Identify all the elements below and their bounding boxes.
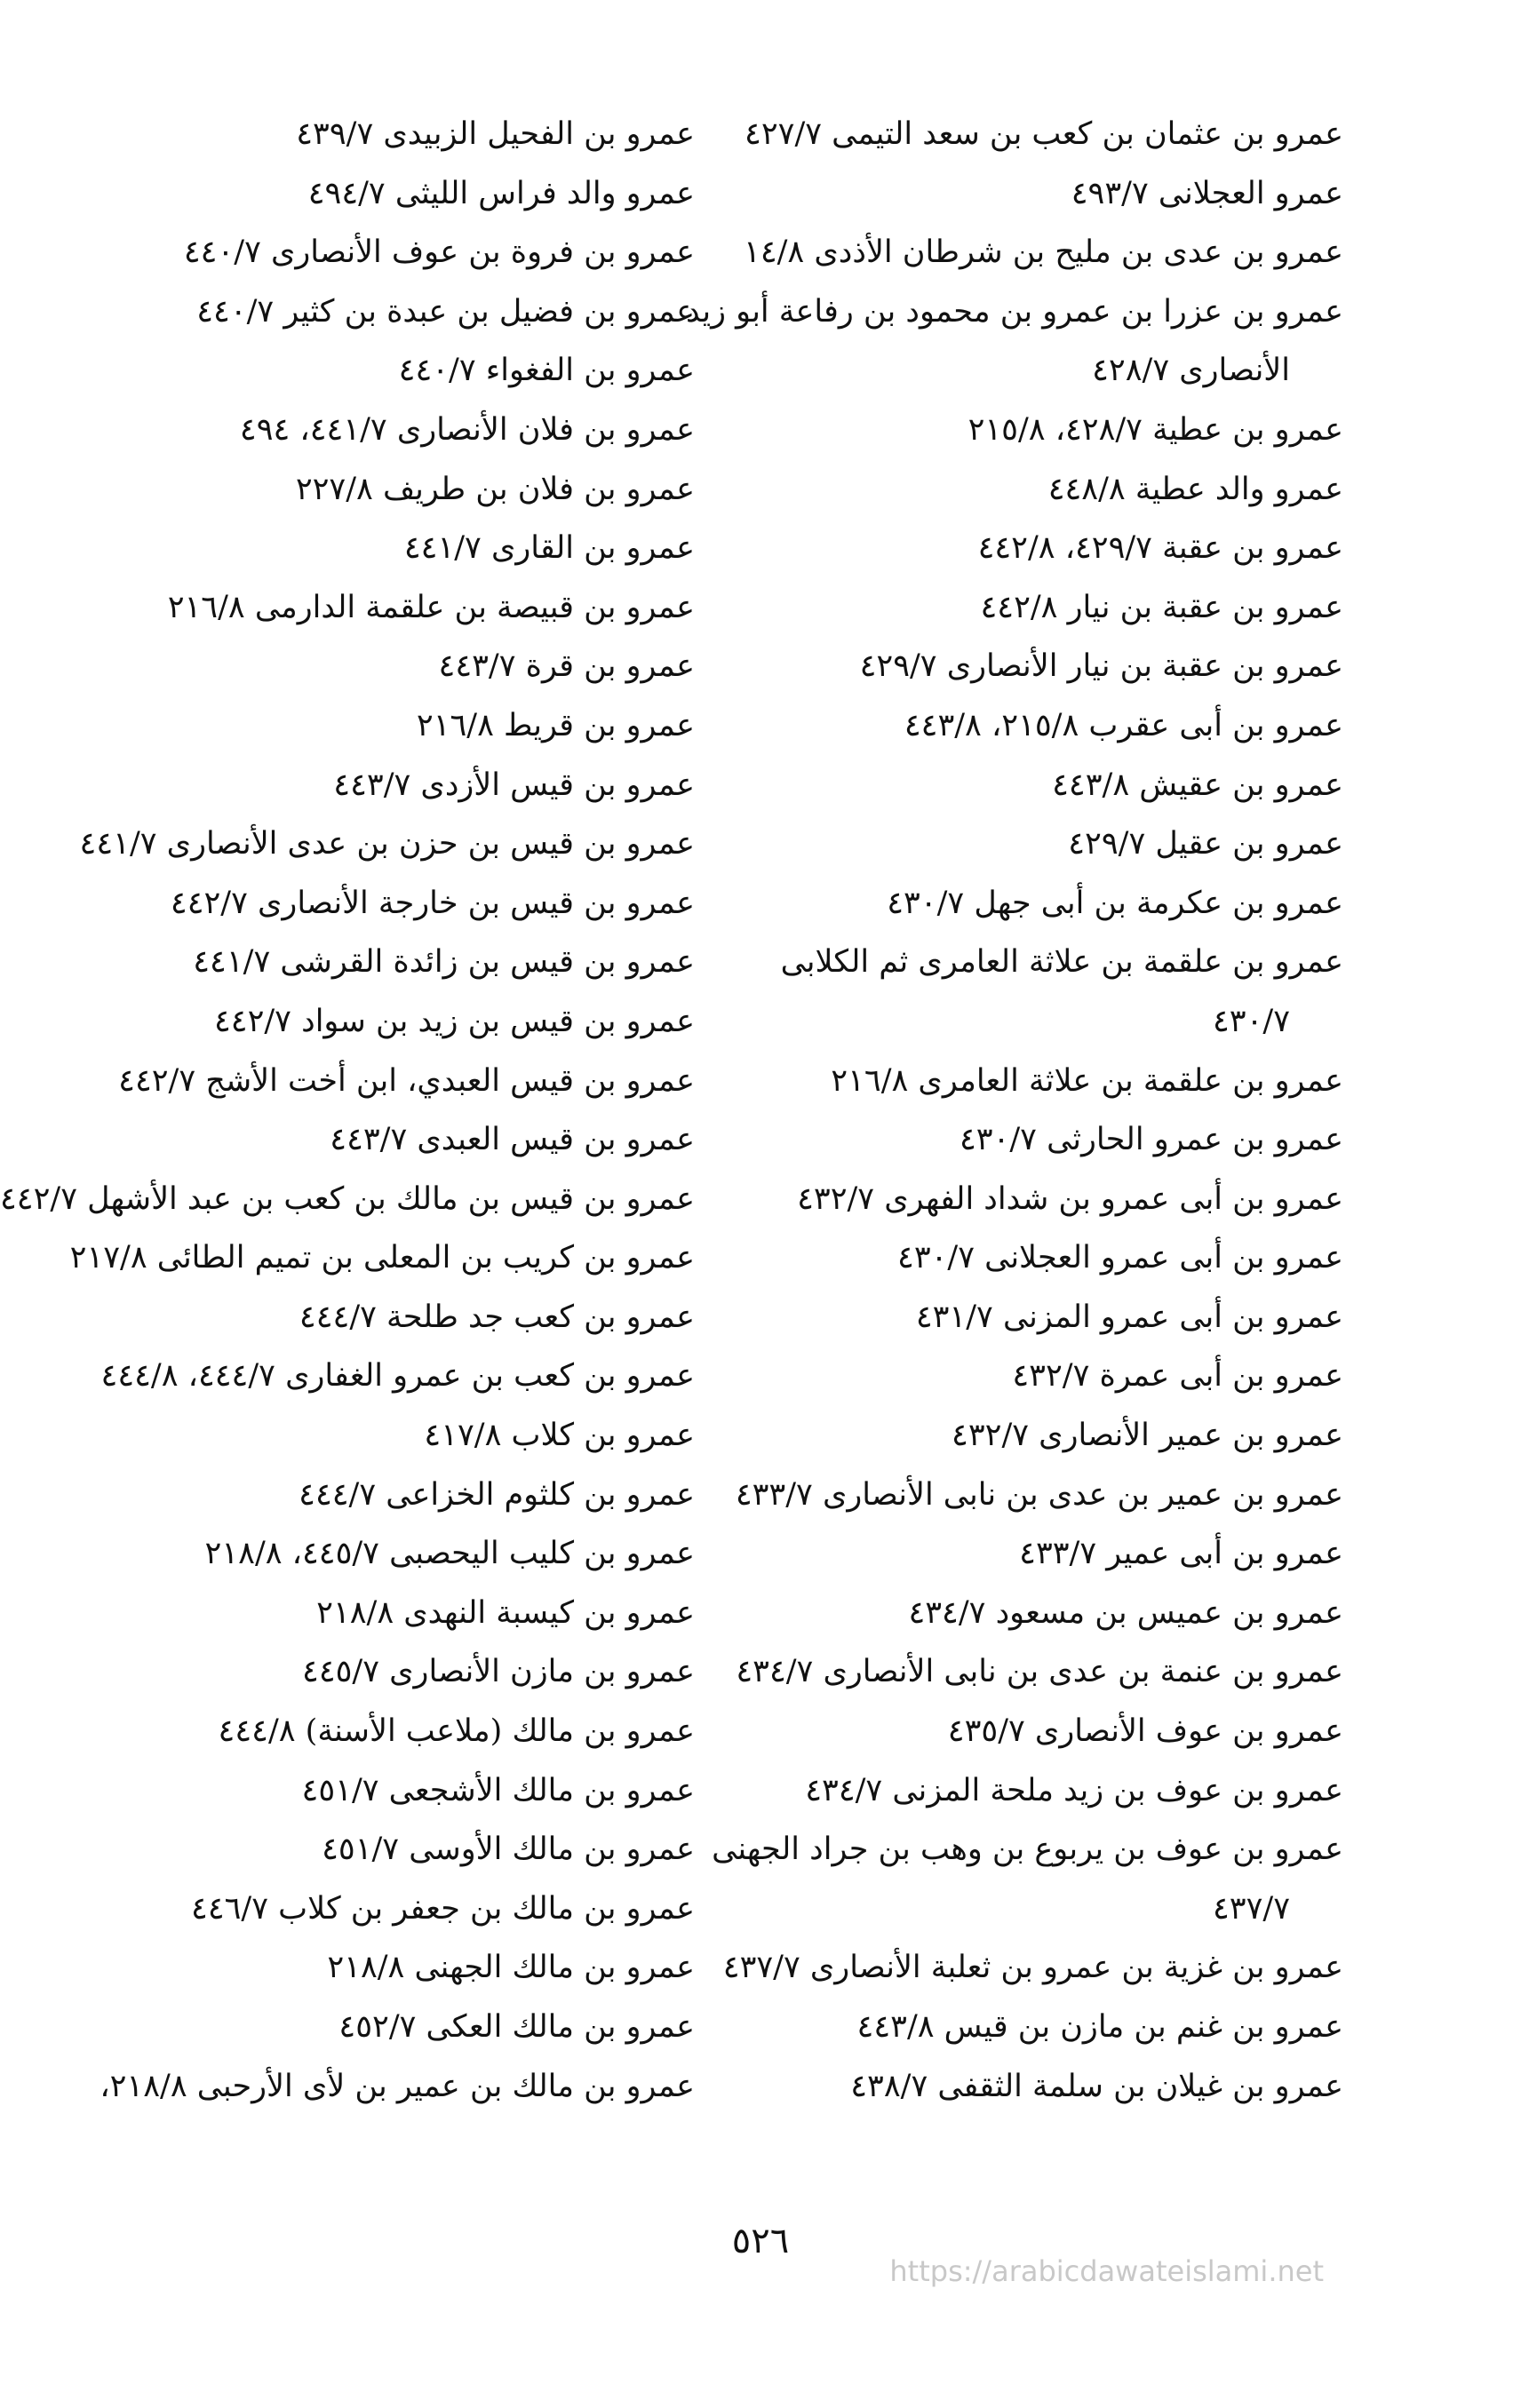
index-entry: عمرو بن كلاب ٤١٧/٨ (424, 1418, 695, 1454)
index-entry: عمرو بن عمير الأنصارى ٤٣٢/٧ (952, 1418, 1343, 1454)
index-entry: عمرو بن قيس العبدى ٤٤٣/٧ (330, 1122, 695, 1158)
index-entry: عمرو بن الفحيل الزبيدى ٤٣٩/٧ (296, 116, 695, 152)
index-entry: عمرو بن غنم بن مازن بن قيس ٤٤٣/٨ (856, 2009, 1343, 2045)
index-entry: عمرو بن عقبة بن نيار ٤٤٢/٨ (980, 589, 1343, 625)
index-entry: عمرو بن قيس العبدي، ابن أخت الأشج ٤٤٢/٧ (118, 1062, 695, 1099)
index-entry: عمرو بن عكرمة بن أبى جهل ٤٣٠/٧ (887, 885, 1343, 921)
index-entry: عمرو بن قيس بن خارجة الأنصارى ٤٤٢/٧ (170, 885, 695, 921)
index-entry: عمرو بن أبى عمرو بن شداد الفهرى ٤٣٢/٧ (797, 1180, 1343, 1217)
index-entry: عمرو بن عزرا بن عمرو بن محمود بن رفاعة أبو زيد (685, 293, 1343, 330)
index-entry: عمرو بن كليب اليحصبى ٤٤٥/٧، ٢١٨/٨ (204, 1536, 695, 1572)
index-entry: عمرو بن أبى عمرو العجلانى ٤٣٠/٧ (897, 1240, 1343, 1276)
index-entry: عمرو بن مالك الأشجعى ٤٥١/٧ (301, 1772, 695, 1808)
index-entry: عمرو بن مالك بن جعفر بن كلاب ٤٤٦/٧ (191, 1890, 695, 1927)
index-entry: عمرو بن مازن الأنصارى ٤٤٥/٧ (302, 1654, 695, 1690)
index-entry: عمرو بن مالك الجهنى ٢١٨/٨ (327, 1950, 695, 1986)
index-entry: عمرو بن فضيل بن عبدة بن كثير ٤٤٠/٧ (196, 293, 695, 330)
index-entry: عمرو بن علقمة بن علاثة العامرى ثم الكلابى (780, 944, 1343, 981)
index-entry: عمرو بن عطية ٤٢٨/٧، ٢١٥/٨ (968, 411, 1343, 448)
index-entry: الأنصارى ٤٢٨/٧ (1092, 353, 1290, 389)
index-entry: عمرو بن مالك بن عمير بن لأى الأرحبى ٢١٨/٨، (100, 2068, 695, 2104)
index-entry: عمرو بن قيس بن زيد بن سواد ٤٤٢/٧ (213, 1003, 695, 1039)
page-number: ٥٢٦ (731, 2221, 790, 2261)
index-entry: عمرو بن عمرو الحارثى ٤٣٠/٧ (959, 1122, 1343, 1158)
index-entry: عمرو بن مالك الأوسى ٤٥١/٧ (322, 1832, 695, 1868)
index-entry: عمرو بن عميس بن مسعود ٤٣٤/٧ (908, 1594, 1343, 1631)
index-column-right (685, 105, 1343, 2116)
index-entry: عمرو بن عنمة بن عدى بن نابى الأنصارى ٤٣٤/٧ (736, 1654, 1343, 1690)
index-entry: عمرو والد فراس الليثى ٤٩٤/٧ (307, 175, 695, 211)
index-entry: عمرو بن قيس بن حزن بن عدى الأنصارى ٤٤١/٧ (79, 826, 695, 862)
index-entry: عمرو بن كيسبة النهدى ٢١٨/٨ (316, 1594, 695, 1631)
index-entry: عمرو بن أبى عقرب ٢١٥/٨، ٤٤٣/٨ (904, 707, 1343, 743)
index-entry: عمرو بن أبى عمير ٤٣٣/٧ (1019, 1536, 1343, 1572)
index-entry: عمرو بن قريط ٢١٦/٨ (416, 707, 695, 743)
index-entry: عمرو بن عوف بن يربوع بن وهب بن جراد الجهنى (712, 1832, 1343, 1868)
index-entry: عمرو بن قيس بن زائدة القرشى ٤٤١/٧ (193, 944, 695, 981)
index-entry: عمرو بن عدى بن مليح بن شرطان الأذدى ١٤/٨ (744, 234, 1343, 271)
index-entry: عمرو والد عطية ٤٤٨/٨ (1047, 471, 1343, 507)
index-entry: عمرو بن غيلان بن سلمة الثقفى ٤٣٨/٧ (850, 2068, 1343, 2104)
index-entry: عمرو بن كعب بن عمرو الغفارى ٤٤٤/٧، ٤٤٤/٨ (100, 1358, 695, 1395)
index-entry: عمرو بن مالك (ملاعب الأسنة) ٤٤٤/٨ (218, 1713, 695, 1750)
index-entry: عمرو بن عقيل ٤٢٩/٧ (1068, 826, 1343, 862)
index-entry: عمرو بن عمير بن عدى بن نابى الأنصارى ٤٣٣/٧ (735, 1476, 1343, 1513)
index-entry: عمرو بن قيس بن مالك بن كعب بن عبد الأشهل ٤٤٢/٧ (0, 1180, 695, 1217)
index-entry: ٤٣٠/٧ (1213, 1003, 1290, 1039)
index-entry: عمرو بن الفغواء ٤٤٠/٧ (398, 353, 695, 389)
index-entry: عمرو بن القارى ٤٤١/٧ (403, 530, 695, 567)
index-entry: عمرو بن قبيصة بن علقمة الدارمى ٢١٦/٨ (167, 589, 695, 625)
index-entry: عمرو بن كريب بن المعلى بن تميم الطائى ٢١٧/٨ (69, 1240, 695, 1276)
index-entry: عمرو بن فلان بن طريف ٢٢٧/٨ (295, 471, 695, 507)
index-entry: عمرو بن عقيش ٤٤٣/٨ (1052, 767, 1343, 803)
index-entry: عمرو بن علقمة بن علاثة العامرى ٢١٦/٨ (831, 1062, 1343, 1099)
index-entry: عمرو العجلانى ٤٩٣/٧ (1071, 175, 1343, 211)
index-entry: عمرو بن عوف بن زيد ملحة المزنى ٤٣٤/٧ (805, 1772, 1343, 1808)
index-entry: عمرو بن فلان الأنصارى ٤٤١/٧، ٤٩٤ (239, 411, 695, 448)
index-entry: عمرو بن عوف الأنصارى ٤٣٥/٧ (947, 1713, 1343, 1750)
index-entry: عمرو بن عثمان بن كعب بن سعد التيمى ٤٢٧/٧ (745, 116, 1343, 152)
index-entry: عمرو بن كعب جد طلحة ٤٤٤/٧ (299, 1299, 695, 1335)
index-entry: عمرو بن أبى عمرو المزنى ٤٣١/٧ (915, 1299, 1343, 1335)
index-entry: عمرو بن كلثوم الخزاعى ٤٤٤/٧ (299, 1476, 695, 1513)
index-entry: عمرو بن عقبة بن نيار الأنصارى ٤٢٩/٧ (859, 648, 1343, 685)
index-entry: عمرو بن قيس الأزدى ٤٤٣/٧ (333, 767, 695, 803)
index-entry: عمرو بن قرة ٤٤٣/٧ (438, 648, 695, 685)
index-entry: عمرو بن فروة بن عوف الأنصارى ٤٤٠/٧ (183, 234, 695, 271)
index-entry: عمرو بن مالك العكى ٤٥٢/٧ (338, 2009, 695, 2045)
watermark-url: https://arabicdawateislami.net (889, 2254, 1324, 2288)
index-entry: عمرو بن أبى عمرة ٤٣٢/٧ (1012, 1358, 1343, 1395)
index-column-left (0, 105, 695, 2116)
index-entry: ٤٣٧/٧ (1213, 1890, 1290, 1927)
index-entry: عمرو بن عقبة ٤٢٩/٧، ٤٤٢/٨ (977, 530, 1343, 567)
index-entry: عمرو بن غزية بن عمرو بن ثعلبة الأنصارى ٤٣٧/٧ (722, 1950, 1343, 1986)
